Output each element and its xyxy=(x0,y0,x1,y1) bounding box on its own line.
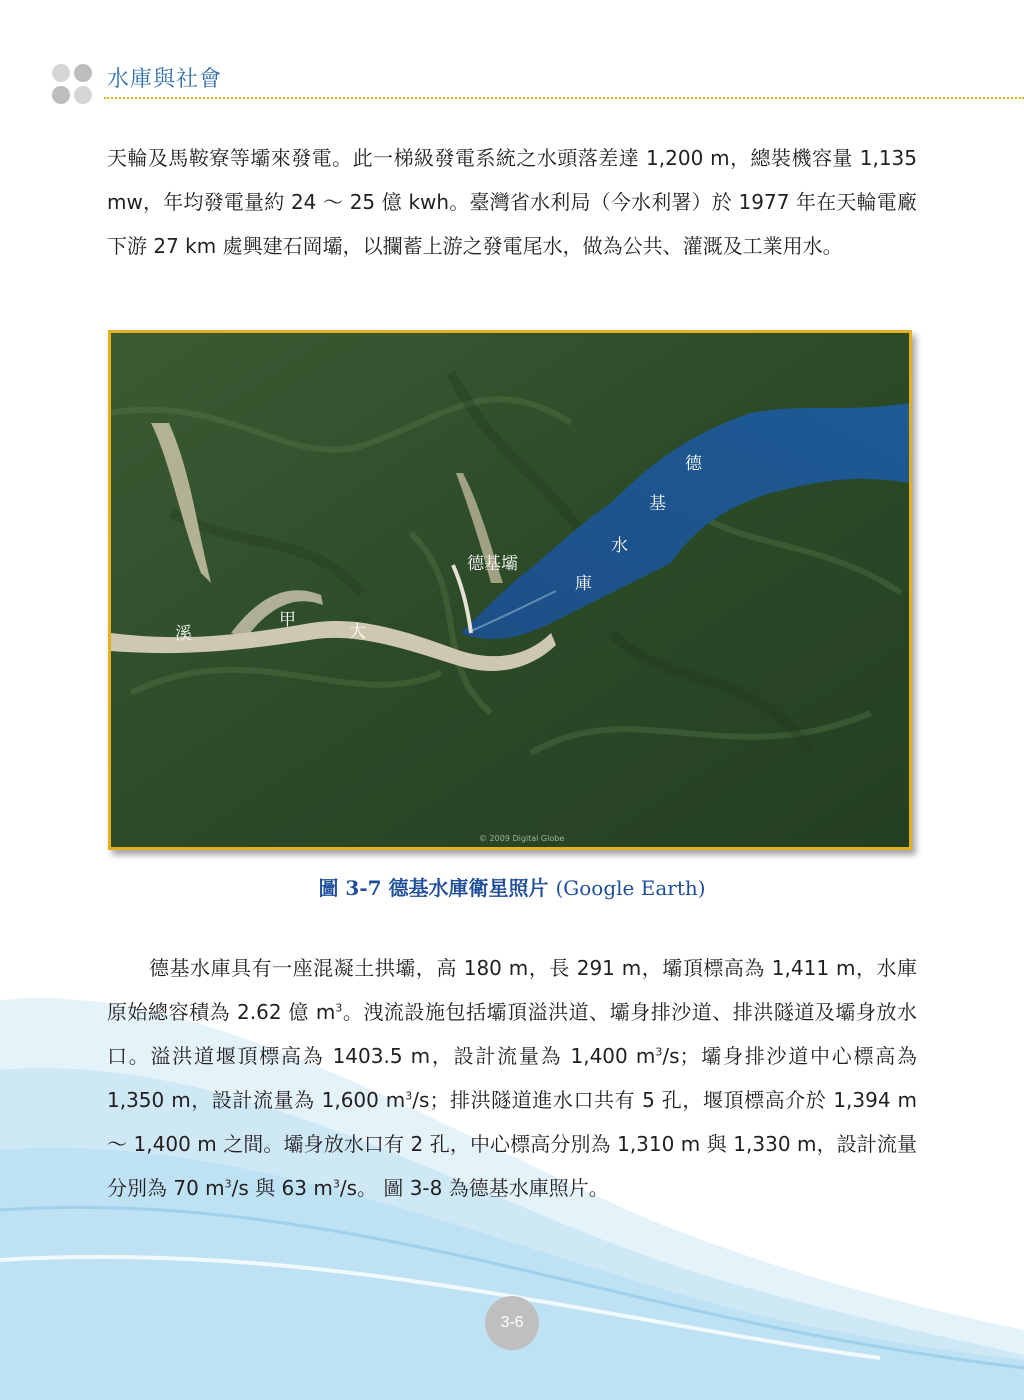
map-label-reservoir-2: 基 xyxy=(649,494,666,514)
page-number: 3-6 xyxy=(485,1296,539,1350)
map-label-river-1: 溪 xyxy=(175,624,192,644)
map-label-river-3: 大 xyxy=(349,622,366,642)
map-label-reservoir-3: 水 xyxy=(611,536,628,556)
map-label-dam: 德基壩 xyxy=(467,554,518,574)
image-copyright: © 2009 Digital Globe xyxy=(479,834,565,843)
figure-caption xyxy=(0,872,1024,901)
body-paragraph-2: 德基水庫具有一座混凝土拱壩，高 180 m，長 291 m，壩頂標高為 1,411 m，水庫原始總容積為 2.62 億 $m^3$。洩流設施包括壩頂溢洪道、壩身排沙道、排洪隧道及壩身放水口。溢洪道堰頂標高為 1403.5 m，設計流量為 1,400 $m^3/s$；壩身排沙道中心標高為 1,350 m，設計流量為 1,600 $m^3/s$；排洪隧道進水口共有 5 孔，堰頂標高介於 1,394 m ～ 1,400 m 之間。壩身放水口有 2 孔，中心標高分別為 1,310 m 與 1,330 m，設計流量分別為 70 $m^3/s$ 與 63 $m^3/s$。 圖 3-8 為德基水庫照片。 xyxy=(107,956,917,1200)
body-paragraph-1: 天輪及馬鞍寮等壩來發電。此一梯級發電系統之水頭落差達 1,200 m，總裝機容量 1,135 mw，年均發電量約 24 ～ 25 億 kwh。臺灣省水利局（今水利署）於 1977 年在天輪電廠下游 27 km 處興建石岡壩，以攔蓄上游之發電尾水，做為公共、灌溉及工業用水。 xyxy=(107,146,917,258)
map-label-reservoir-1: 德 xyxy=(685,454,702,474)
satellite-photo xyxy=(108,330,912,850)
caption-title: 圖 3-7 德基水庫衛星照片 xyxy=(318,876,549,900)
running-header-title: 水庫與社會 xyxy=(107,67,223,92)
header-divider xyxy=(104,97,1024,99)
map-label-river-2: 甲 xyxy=(279,610,296,630)
header-dots-icon xyxy=(52,64,94,106)
map-label-reservoir-4: 庫 xyxy=(575,574,592,594)
caption-source: (Google Earth) xyxy=(555,876,706,900)
